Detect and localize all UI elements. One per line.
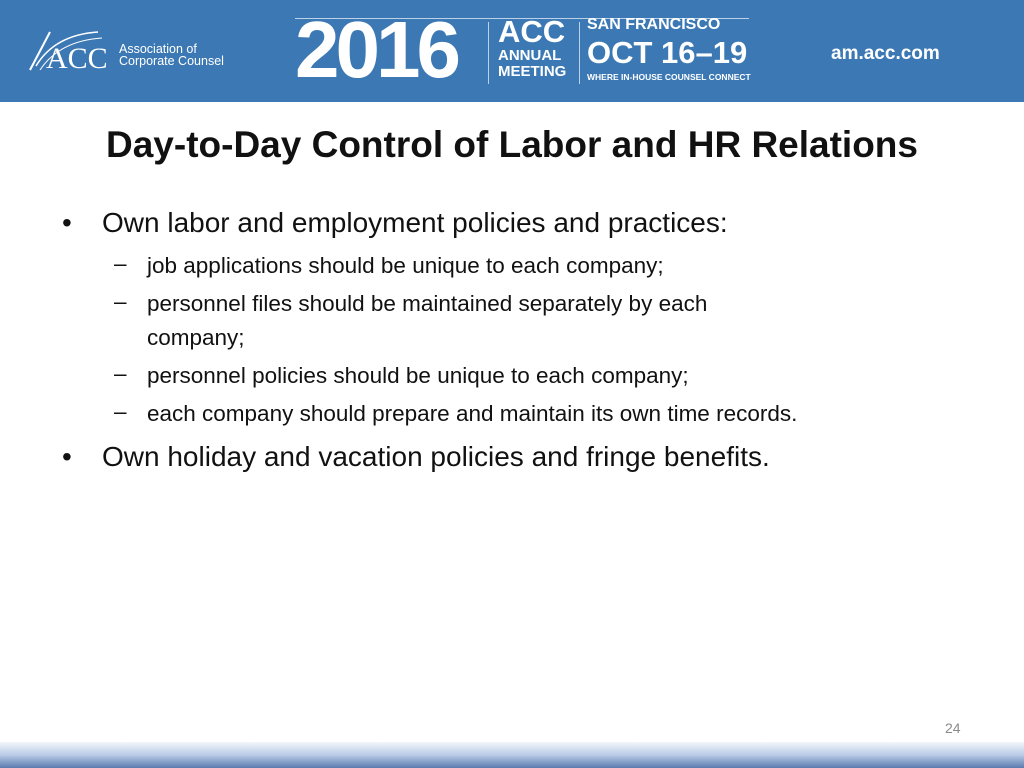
bullet-icon: • — [62, 207, 72, 238]
dash-icon: – — [114, 399, 127, 424]
event-meeting: MEETING — [498, 63, 567, 80]
event-tagline: WHERE IN-HOUSE COUNSEL CONNECT — [587, 72, 751, 82]
event-annual-meeting — [498, 48, 566, 80]
org-name-line2: Corporate Counsel — [119, 54, 224, 68]
org-name — [119, 43, 224, 67]
event-dates: OCT 16–19 — [587, 35, 748, 70]
sub-bullet-list — [62, 249, 882, 431]
sub-bullet-text: personnel policies should be unique to each company; — [147, 363, 689, 388]
sub-bullet-text: job applications should be unique to each company; — [147, 253, 664, 278]
page-number: 24 — [945, 720, 961, 736]
sub-bullet-item — [62, 397, 807, 431]
dash-icon: – — [114, 289, 127, 314]
slide-body — [62, 205, 882, 475]
bullet-item — [62, 439, 882, 475]
event-url[interactable]: am.acc.com — [831, 43, 940, 64]
sub-bullet-item — [62, 249, 807, 283]
event-year: 2016 — [295, 5, 457, 94]
sub-bullet-item — [62, 359, 807, 393]
acc-logo — [28, 26, 228, 78]
sub-bullet-text: each company should prepare and maintain its own time records. — [147, 401, 798, 426]
bullet-icon: • — [62, 441, 72, 472]
bullet-text: Own holiday and vacation policies and fringe benefits. — [102, 441, 770, 472]
svg-text:ACC: ACC — [46, 42, 108, 74]
sub-bullet-item — [62, 287, 807, 355]
bullet-text: Own labor and employment policies and practices: — [102, 207, 728, 238]
event-acc: ACC — [498, 14, 566, 49]
event-city: SAN FRANCISCO — [587, 16, 721, 33]
header-banner — [0, 0, 1024, 102]
dash-icon: – — [114, 361, 127, 386]
divider — [488, 22, 489, 84]
dash-icon: – — [114, 251, 127, 276]
event-annual: ANNUAL — [498, 47, 562, 64]
org-name-line1: Association of — [119, 42, 197, 56]
acc-logo-icon — [28, 26, 120, 74]
slide-title: Day-to-Day Control of Labor and HR Relations — [106, 124, 918, 165]
divider — [579, 22, 580, 84]
event-lockup — [295, 5, 765, 94]
sub-bullet-text: personnel files should be maintained separately by each company; — [147, 291, 708, 350]
bullet-item — [62, 205, 882, 241]
footer-bar — [0, 742, 1024, 768]
